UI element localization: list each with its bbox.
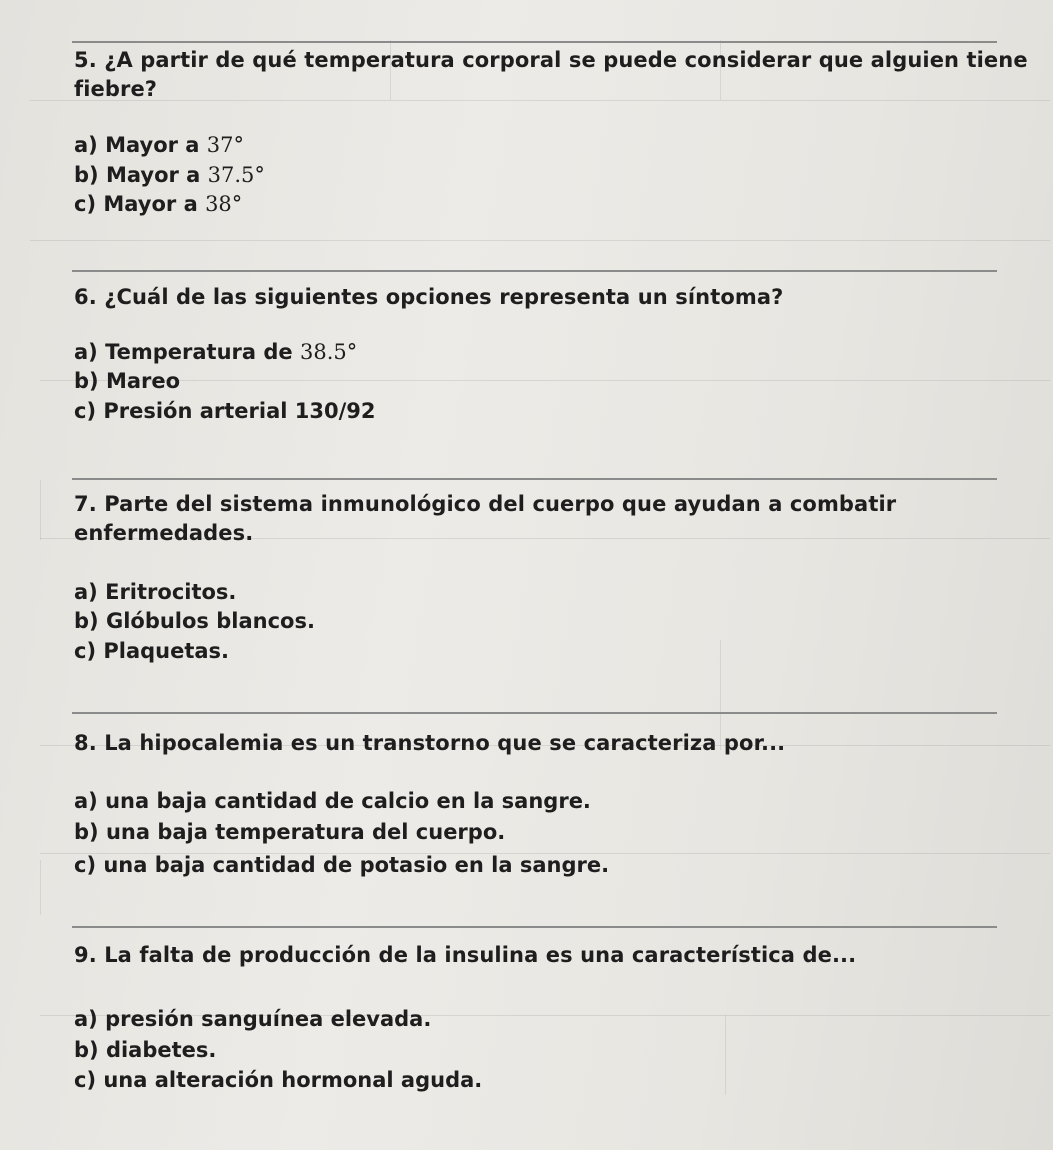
option-text: Temperatura de <box>105 340 293 364</box>
option-text: una baja cantidad de potasio en la sangre. <box>103 853 610 877</box>
question-7-text: 7. Parte del sistema inmunológico del cuerpo que ayudan a combatir enfermedades. <box>74 492 897 545</box>
question-7-option-c[interactable] <box>74 637 229 666</box>
option-letter: c) <box>74 399 97 423</box>
question-9-option-c[interactable] <box>74 1066 482 1095</box>
divider-rule <box>72 41 997 43</box>
question-9-option-a[interactable] <box>74 1005 431 1034</box>
question-8-option-c[interactable] <box>74 851 609 880</box>
question-5-option-b[interactable] <box>74 161 265 190</box>
option-letter: b) <box>74 163 99 187</box>
question-8-option-a[interactable] <box>74 787 591 816</box>
option-text: presión sanguínea elevada. <box>105 1007 432 1031</box>
option-text: Glóbulos blancos. <box>105 609 315 633</box>
option-math: 38° <box>205 192 243 216</box>
divider-rule <box>72 712 997 714</box>
option-letter: b) <box>74 1038 99 1062</box>
option-text: una baja temperatura del cuerpo. <box>105 820 506 844</box>
option-text: Presión arterial 130/92 <box>103 399 376 423</box>
question-5-option-c[interactable] <box>74 190 242 219</box>
option-text: diabetes. <box>105 1038 217 1062</box>
option-text: una baja cantidad de calcio en la sangre. <box>105 789 591 813</box>
question-7-option-b[interactable] <box>74 607 315 636</box>
option-letter: a) <box>74 133 98 157</box>
option-text: Mayor a <box>105 133 200 157</box>
bleed-line <box>40 860 41 915</box>
option-letter: c) <box>74 639 97 663</box>
question-9-text: 9. La falta de producción de la insulina es una característica de... <box>74 943 857 967</box>
question-8-text: 8. La hipocalemia es un transtorno que se caracteriza por... <box>74 731 786 755</box>
option-text: una alteración hormonal aguda. <box>103 1068 483 1092</box>
question-8-option-b[interactable] <box>74 818 505 847</box>
option-letter: b) <box>74 609 99 633</box>
divider-rule <box>72 926 997 928</box>
question-6-text: 6. ¿Cuál de las siguientes opciones representa un síntoma? <box>74 285 784 309</box>
option-letter: b) <box>74 820 99 844</box>
option-letter: a) <box>74 580 98 604</box>
option-text: Mareo <box>105 369 181 393</box>
bleed-line <box>30 240 1050 241</box>
question-6-option-c[interactable] <box>74 397 376 426</box>
question-9-option-b[interactable] <box>74 1036 216 1065</box>
question-5-option-a[interactable] <box>74 131 244 160</box>
option-math: 37° <box>206 133 245 157</box>
option-letter: b) <box>74 369 99 393</box>
option-math: 38.5° <box>299 340 358 364</box>
option-letter: a) <box>74 340 98 364</box>
bleed-line <box>40 480 41 540</box>
option-text: Mayor a <box>103 192 198 216</box>
option-text: Plaquetas. <box>103 639 230 663</box>
bleed-line <box>40 380 1050 381</box>
option-letter: a) <box>74 1007 98 1031</box>
divider-rule <box>72 270 997 272</box>
option-letter: c) <box>74 853 97 877</box>
option-letter: c) <box>74 1068 97 1092</box>
option-text: Mayor a <box>105 163 201 187</box>
option-letter: a) <box>74 789 98 813</box>
question-7-option-a[interactable] <box>74 578 236 607</box>
question-5-text: 5. ¿A partir de qué temperatura corporal se puede considerar que alguien tiene fiebre? <box>74 48 1028 101</box>
question-6-option-a[interactable] <box>74 338 357 367</box>
bleed-line <box>725 1015 726 1095</box>
option-letter: c) <box>74 192 97 216</box>
option-math: 37.5° <box>207 163 265 187</box>
question-6-option-b[interactable] <box>74 367 180 396</box>
option-text: Eritrocitos. <box>105 580 237 604</box>
divider-rule <box>72 478 997 480</box>
